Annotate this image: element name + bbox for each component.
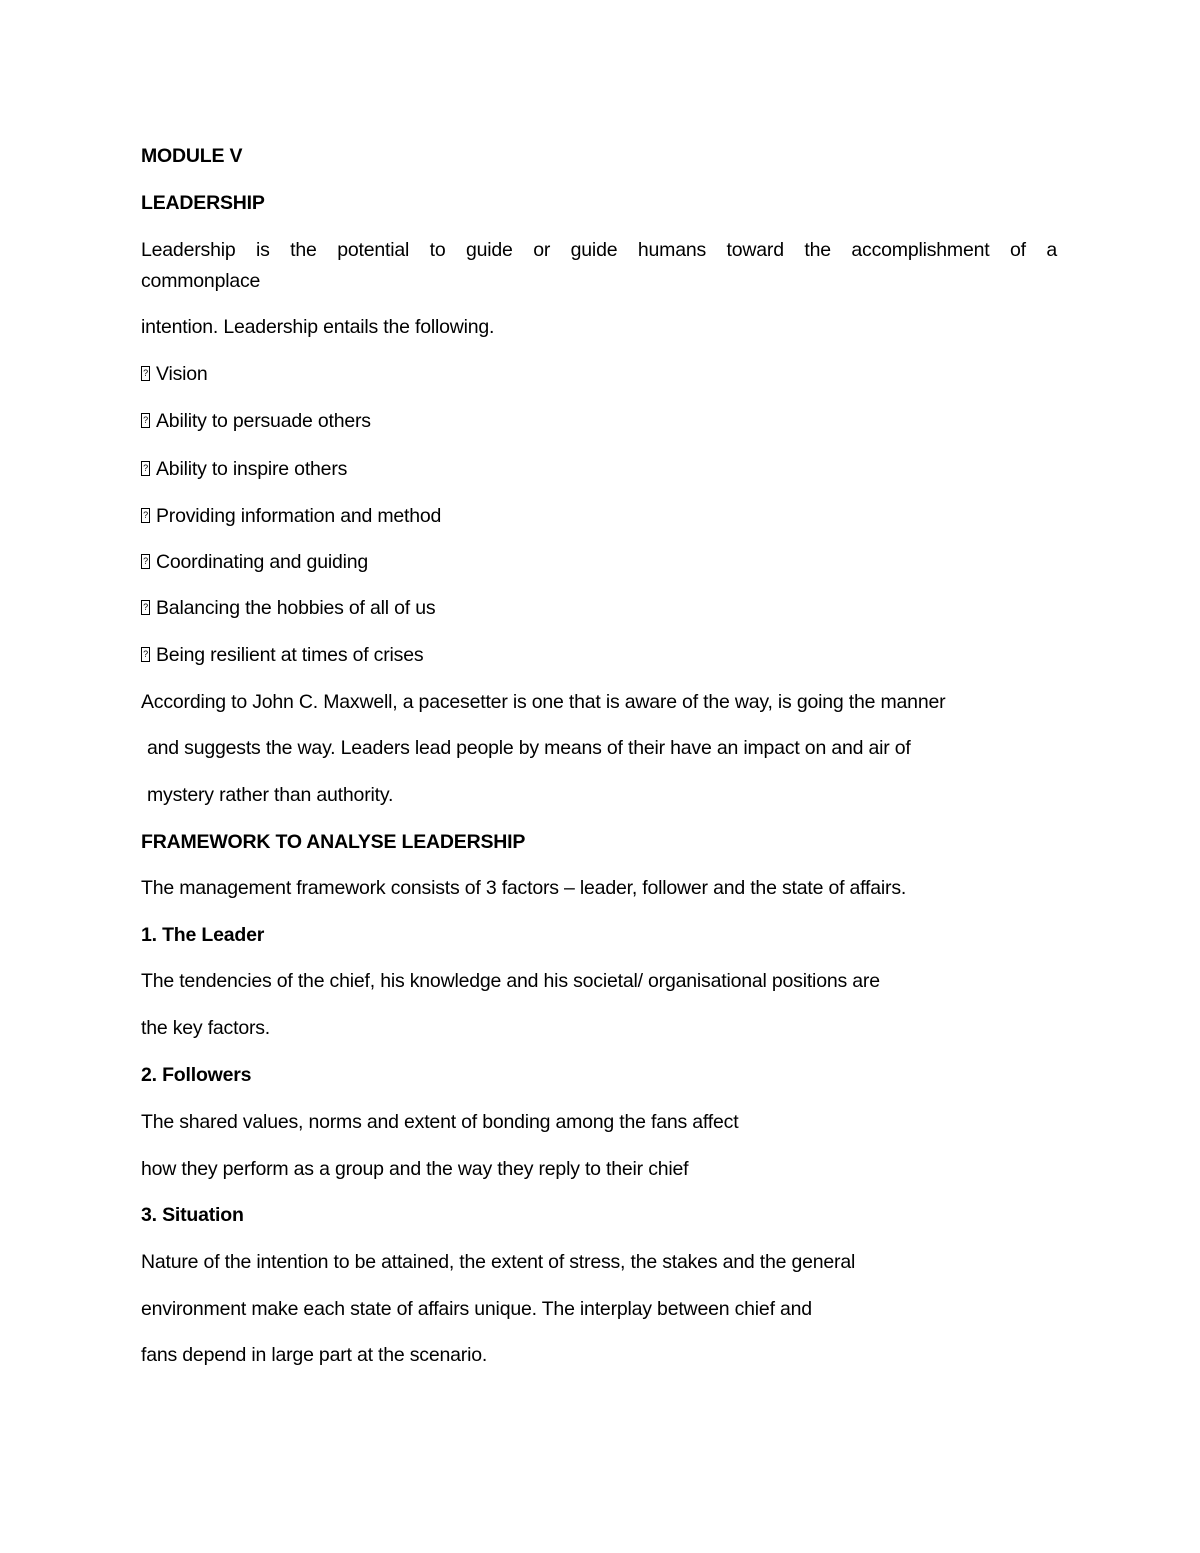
missing-glyph-icon: ? [141,600,150,615]
list-item-text: Being resilient at times of crises [156,644,424,666]
missing-glyph-icon: ? [141,508,150,523]
subheading-followers: 2. Followers [141,1064,252,1086]
list-item-text: Providing information and method [156,505,442,527]
list-item [141,549,368,575]
paragraph-line: environment make each state of affairs unique. The interplay between chief and [141,1298,812,1320]
list-item [141,595,435,621]
missing-glyph-icon: ? [141,554,150,569]
list-item-text: Coordinating and guiding [156,551,369,573]
list-item [141,456,347,482]
section-title: LEADERSHIP [141,192,265,214]
paragraph-line: The shared values, norms and extent of bonding among the fans affect [141,1111,739,1133]
paragraph-line: how they perform as a group and the way they reply to their chief [141,1158,689,1180]
paragraph-line: and suggests the way. Leaders lead people by means of their have an impact on and air of [147,737,911,759]
list-item-text: Vision [156,363,208,385]
list-item [141,361,208,387]
list-item [141,503,441,529]
missing-glyph-icon: ? [141,647,150,662]
list-item-text: Ability to persuade others [156,410,371,432]
intro-line: commonplace [141,270,261,292]
paragraph-line: Nature of the intention to be attained, the extent of stress, the stakes and the general [141,1251,856,1273]
intro-line: Leadership is the potential to guide or guide humans toward the accomplishment of a [141,239,1057,261]
list-item-text: Ability to inspire others [156,458,348,480]
subheading-leader: 1. The Leader [141,924,265,946]
paragraph-line: mystery rather than authority. [147,784,394,806]
paragraph-line: The tendencies of the chief, his knowledge and his societal/ organisational positions are [141,970,880,992]
paragraph-line: fans depend in large part at the scenario. [141,1344,488,1366]
missing-glyph-icon: ? [141,461,150,476]
missing-glyph-icon: ? [141,366,150,381]
module-title: MODULE V [141,145,243,167]
paragraph-line: According to John C. Maxwell, a pacesetter is one that is aware of the way, is going the manner [141,691,946,713]
list-item-text: Balancing the hobbies of all of us [156,597,436,619]
missing-glyph-icon: ? [141,413,150,428]
intro-line: intention. Leadership entails the following. [141,316,495,338]
list-item [141,408,371,434]
framework-title: FRAMEWORK TO ANALYSE LEADERSHIP [141,831,526,853]
paragraph-line: the key factors. [141,1017,271,1039]
list-item [141,642,423,668]
paragraph-line: The management framework consists of 3 factors – leader, follower and the state of affairs. [141,877,907,899]
subheading-situation: 3. Situation [141,1204,244,1226]
